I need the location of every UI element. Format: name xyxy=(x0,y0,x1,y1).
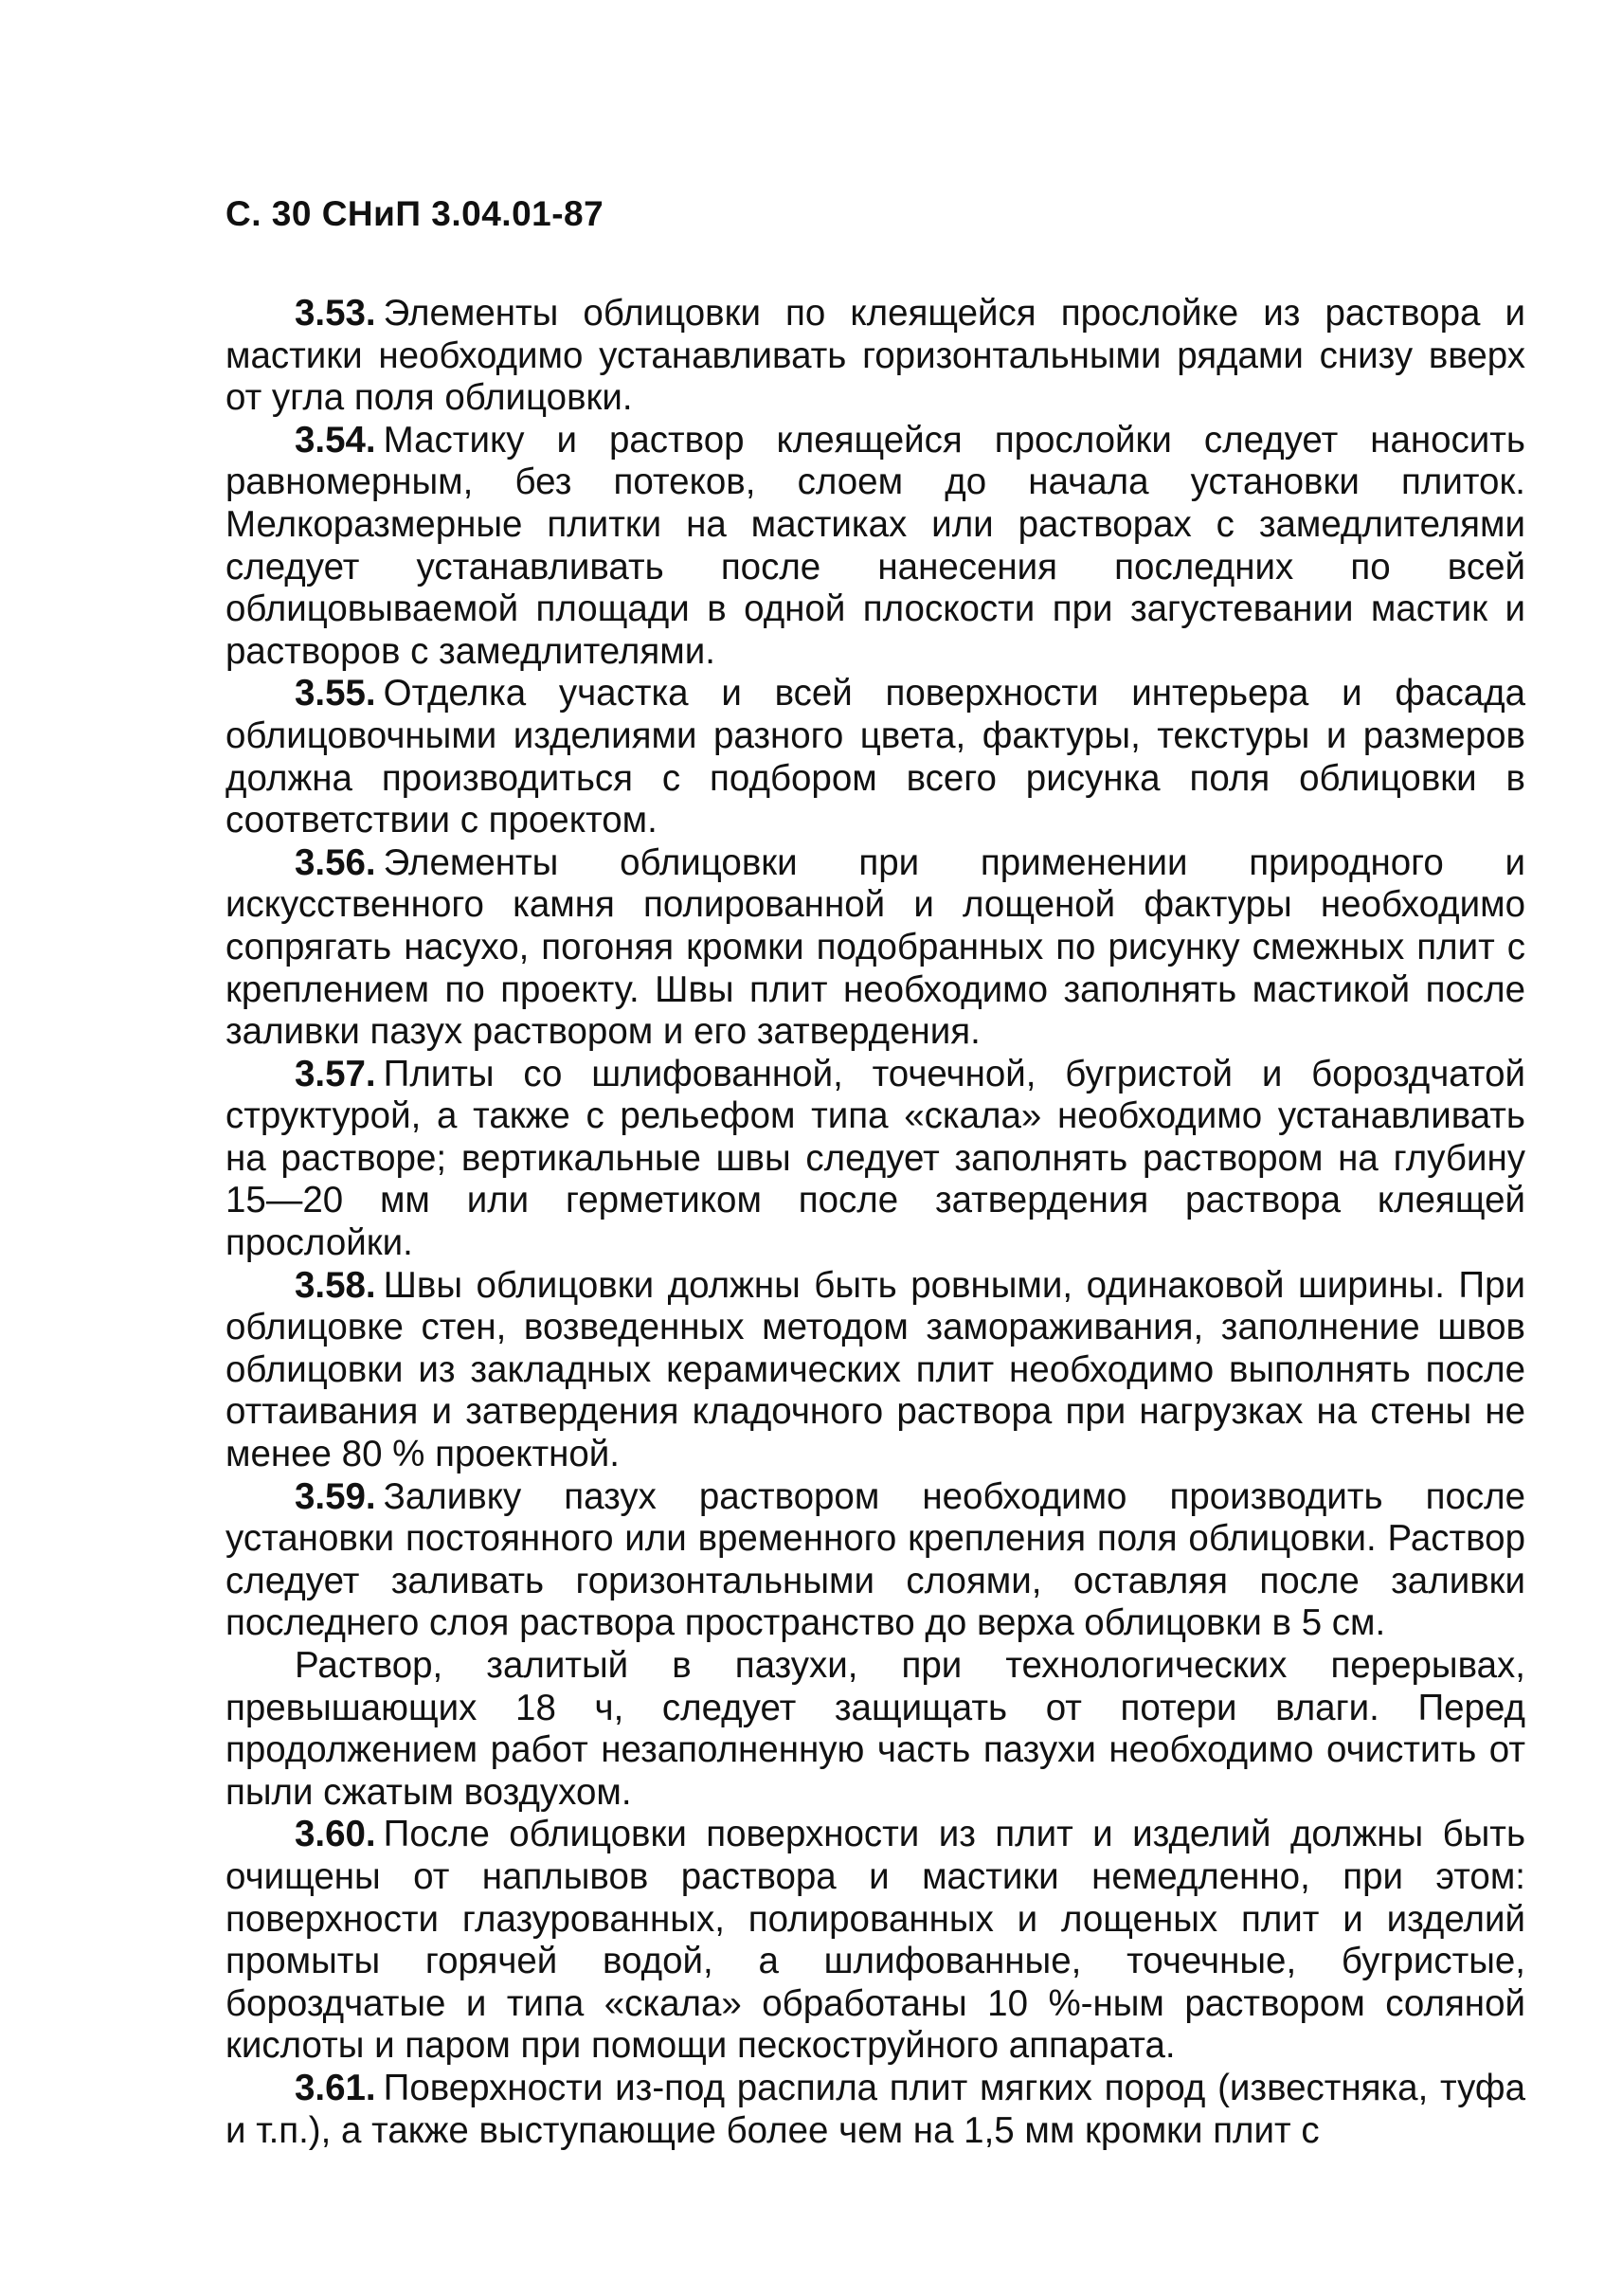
paragraph-text: Поверхности из-под распила плит мягких пород (известняка, туфа и т.п.), а также выступающие более чем на 1,5 мм кромки плит с xyxy=(225,2067,1525,2151)
paragraph-text: Плиты со шлифованной, точечной, бугристой и бороздчатой структурой, а также с рельефом типа «скала» необходимо устанавливать на растворе; вертикальные швы следует заполнять раствором на глубину 15—20 мм или герметиком после затвердения раствора клеящей прослойки. xyxy=(225,1053,1525,1264)
paragraph-3-59 xyxy=(225,1476,1525,1645)
paragraph-3-61 xyxy=(225,2068,1525,2152)
clause-number: 3.60. xyxy=(295,1814,376,1855)
clause-number: 3.59. xyxy=(295,1475,376,1517)
paragraph-text: Элементы облицовки при применении природного и искусственного камня полированной и лощеной фактуры необходимо сопрягать насухо, погоняя кромки подобранных по рисунку смежных плит с креплением по проекту. Швы плит необходимо заполнять мастикой после заливки пазух раствором и его затвердения. xyxy=(225,841,1525,1053)
clause-number: 3.53. xyxy=(295,293,376,334)
paragraph-text: Элементы облицовки по клеящейся прослойке из раствора и мастики необходимо устанавливать горизонтальными рядами снизу вверх от угла поля облицовки. xyxy=(225,293,1525,419)
document-body xyxy=(225,293,1525,2152)
paragraph-3-54 xyxy=(225,420,1525,674)
paragraph-text: Заливку пазух раствором необходимо производить после установки постоянного или временного крепления поля облицовки. Раствор следует заливать горизонтальными слоями, оставляя после заливки последнего слоя раствора пространство до верха облицовки в 5 см. xyxy=(225,1475,1525,1644)
clause-number: 3.54. xyxy=(295,419,376,461)
clause-number: 3.57. xyxy=(295,1053,376,1094)
paragraph-3-59-continued xyxy=(225,1645,1525,1814)
paragraph-3-56 xyxy=(225,842,1525,1054)
clause-number: 3.56. xyxy=(295,841,376,883)
paragraph-3-53 xyxy=(225,293,1525,420)
paragraph-text: После облицовки поверхности из плит и изделий должны быть очищены от наплывов раствора и мастики немедленно, при этом: поверхности глазурованных, полированных и лощеных плит и изделий промыты горячей водой, а шлифованные, точечные, бугристые, бороздчатые и типа «скала» обработаны 10 %-ным раствором соляной кислоты и паром при помощи пескоструйного аппарата. xyxy=(225,1814,1525,2067)
page-header: С. 30 СНиП 3.04.01-87 xyxy=(225,194,604,233)
paragraph-3-57 xyxy=(225,1054,1525,1265)
paragraph-3-55 xyxy=(225,673,1525,841)
paragraph-text: Швы облицовки должны быть ровными, одинаковой ширины. При облицовке стен, возведенных методом замораживания, заполнение швов облицовки из закладных керамических плит необходимо выполнять после оттаивания и затвердения кладочного раствора при нагрузках на стены не менее 80 % проектной. xyxy=(225,1264,1525,1475)
clause-number: 3.55. xyxy=(295,673,376,714)
clause-number: 3.58. xyxy=(295,1264,376,1306)
paragraph-3-60 xyxy=(225,1814,1525,2068)
document-page xyxy=(225,194,1525,2152)
paragraph-text: Мастику и раствор клеящейся прослойки следует наносить равномерным, без потеков, слоем до начала установки плиток. Мелкоразмерные плитки на мастиках или растворах с замедлителями следует устанавливать после нанесения последних по всей облицовываемой площади в одной плоскости при загустевании мастик и растворов с замедлителями. xyxy=(225,419,1525,672)
paragraph-text: Отделка участка и всей поверхности интерьера и фасада облицовочными изделиями разного цвета, фактуры, текстуры и размеров должна производиться с подбором всего рисунка поля облицовки в соответствии с проектом. xyxy=(225,673,1525,841)
paragraph-text: Раствор, залитый в пазухи, при технологических перерывах, превышающих 18 ч, следует защищать от потери влаги. Перед продолжением работ незаполненную часть пазухи необходимо очистить от пыли сжатым воздухом. xyxy=(225,1645,1525,1813)
clause-number: 3.61. xyxy=(295,2067,376,2108)
paragraph-3-58 xyxy=(225,1265,1525,1476)
